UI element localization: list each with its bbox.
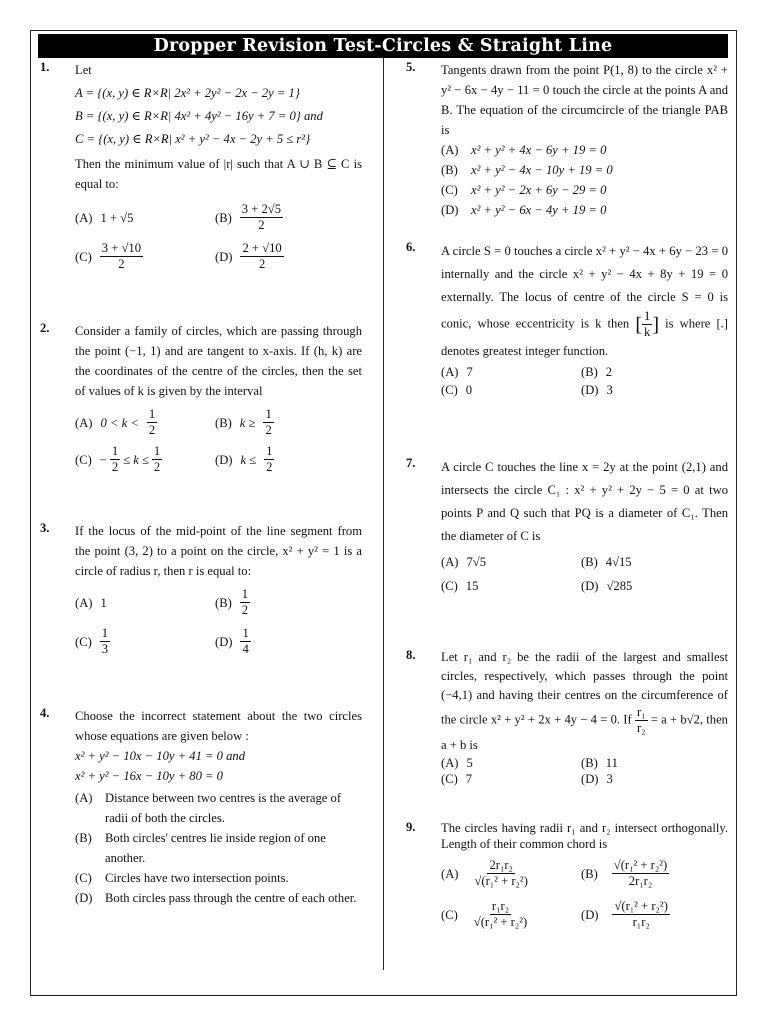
option-c: (C) $\frac{3 + √10}{2}$ [75, 241, 141, 271]
question-stem: Choose the incorrect statement about the two circles whose equations are given below : [75, 709, 362, 743]
question-number: 9. [406, 820, 416, 834]
question-1 [40, 60, 362, 272]
question-3 [40, 521, 362, 657]
option-a: (A) x² + y² + 4x − 6y + 19 = 0 [441, 143, 607, 157]
question-9 [406, 820, 728, 930]
option-c: (C) $\frac{\text{r₁r₂}}{\text{√(r₁² + r₂²)}}$ [441, 899, 528, 929]
option-d: (D) $\frac{\text{√(r₁² + r₂²)}}{\text{r₁r₂}}$ [581, 899, 668, 929]
option-b: (B) k ≥ $\frac{1}{2}$ [215, 407, 272, 437]
question-number: 4. [40, 706, 50, 720]
option-a: (A) Distance between two centres is the average of radii of both the circles. [75, 791, 342, 825]
question-5 [406, 60, 728, 220]
question-stem: The circles having radii r₁ and r₂ intersect orthogonally. Length of their common chord is [441, 821, 728, 851]
option-a: (A) 0 < k < $\frac{1}{2}$ [75, 407, 156, 437]
set-b: B = {(x, y) ∈ R×R| 4x² + 4y² − 16y + 7 = 0} and [75, 109, 323, 123]
question-8 [406, 648, 728, 787]
option-a: (A) 7 [441, 365, 473, 379]
question-stem: Tangents drawn from the point P(1, 8) to the circle x² + y² − 6x − 4y − 11 = 0 touch the circle at the points A and B. The equation of the circumcircle of the triangle PAB is [441, 63, 728, 137]
question-stem: A circle C touches the line x = 2y at the point (2,1) and intersects the circle C₁ : x² + y² + 2y − 5 = 0 at two points P and Q such that PQ is a diameter of C₁. Then the diameter of C is [441, 460, 728, 543]
option-d: (D) x² + y² − 6x − 4y + 19 = 0 [441, 203, 607, 217]
option-c: (C) Circles have two intersection points. [75, 871, 289, 885]
option-d: (D) k ≤ $\frac{1}{2}$ [215, 444, 273, 474]
question-number: 3. [40, 521, 50, 535]
question-7 [406, 456, 728, 596]
question-number: 8. [406, 648, 416, 662]
option-b: (B) $\frac{1}{2}$ [215, 587, 249, 617]
equation-1: x² + y² − 10x − 10y + 41 = 0 and [75, 749, 246, 763]
question-stem: A circle S = 0 touches a circle x² + y² − 4x + 6y − 23 = 0 internally and the circle x² + y² − 4x + 8y + 19 = 0 externally. The locus of centre of the circle S = 0 is conic, whose eccentricity is k then [441, 244, 728, 331]
option-b: (B) Both circles' centres lie inside region of one another. [75, 831, 326, 865]
radius-ratio: $\frac{\text{r₁}}{\text{r₂}}$ [636, 705, 646, 735]
option-c: (C) $\frac{1}{3}$ [75, 626, 109, 656]
question-intro: Let [75, 63, 92, 77]
option-b: (B) 4√15 [581, 555, 632, 569]
option-b: (B) x² + y² − 4x − 10y + 19 = 0 [441, 163, 613, 177]
column-divider [383, 58, 384, 970]
set-a: A = {(x, y) ∈ R×R| 2x² + 2y² − 2x − 2y = 1} [75, 86, 300, 100]
option-b: (B) $\frac{\text{√(r₁² + r₂²)}}{\text{2r₁r₂}}$ [581, 858, 668, 888]
option-a: (A) 1 + √5 [75, 210, 134, 225]
question-number: 2. [40, 321, 50, 335]
question-2 [40, 321, 362, 475]
question-stem-end: is where [.] denotes greatest integer function. [441, 316, 729, 358]
option-d: (D) 3 [581, 772, 613, 786]
option-d: (D) √285 [581, 579, 633, 593]
option-a: (A) 5 [441, 756, 473, 770]
option-c: (C) 7 [441, 772, 473, 786]
option-b: (B) $\frac{3 + 2√5}{2}$ [215, 202, 281, 232]
option-b: (B) 11 [581, 756, 618, 770]
question-stem: Let r₁ and r₂ be the radii of the largest and smallest circles, respectively, which passes through the point (−4,1) and having their centres on the circumference of the circle x² + y² + 2x + 4y − 4 = 0. If [441, 650, 728, 727]
question-stem-end: = a + b√2, then a + b is [441, 712, 728, 752]
question-stem: If the locus of the mid-point of the line segment from the point (3, 2) to a point on the circle, x² + y² = 1 is a circle of radius r, then r is equal to: [75, 524, 362, 578]
question-6 [406, 240, 728, 399]
set-c: C = {(x, y) ∈ R×R| x² + y² − 4x − 2y + 5 ≤ r²} [75, 132, 311, 146]
option-c: (C) x² + y² − 2x + 6y − 29 = 0 [441, 183, 607, 197]
option-b: (B) 2 [581, 365, 613, 379]
option-d: (D) Both circles pass through the centre of each other. [75, 891, 357, 905]
greatest-integer-bracket: [ $\frac{1}{k}$ ] [635, 309, 659, 339]
option-d: (D) $\frac{1}{4}$ [215, 626, 249, 656]
question-number: 5. [406, 60, 416, 74]
option-d: (D) 3 [581, 383, 613, 397]
question-stem: Consider a family of circles, which are passing through the point (−1, 1) and are tangent to x-axis. If (h, k) are the coordinates of the centre of the circles, then the set of values of k is given by the interval [75, 324, 362, 398]
option-c: (C) − $\frac{1}{2}$ ≤ k ≤ $\frac{1}{2}$ [75, 444, 161, 474]
question-4 [40, 706, 362, 908]
question-number: 1. [40, 60, 50, 74]
question-number: 6. [406, 240, 416, 254]
option-a: (A) 1 [75, 595, 107, 610]
option-c: (C) 0 [441, 383, 473, 397]
question-stem: Then the minimum value of |r| such that A ∪ B ⊆ C is equal to: [75, 157, 362, 191]
option-c: (C) 15 [441, 579, 479, 593]
option-a: (A) 7√5 [441, 555, 486, 569]
page-title: Dropper Revision Test-Circles & Straight Line [38, 34, 728, 58]
equation-2: x² + y² − 16x − 10y + 80 = 0 [75, 769, 223, 783]
question-number: 7. [406, 456, 416, 470]
option-d: (D) $\frac{2 + √10}{2}$ [215, 241, 282, 271]
option-a: (A) $\frac{\text{2r₁r₂}}{\text{√(r₁² + r₂²)}}$ [441, 858, 528, 888]
